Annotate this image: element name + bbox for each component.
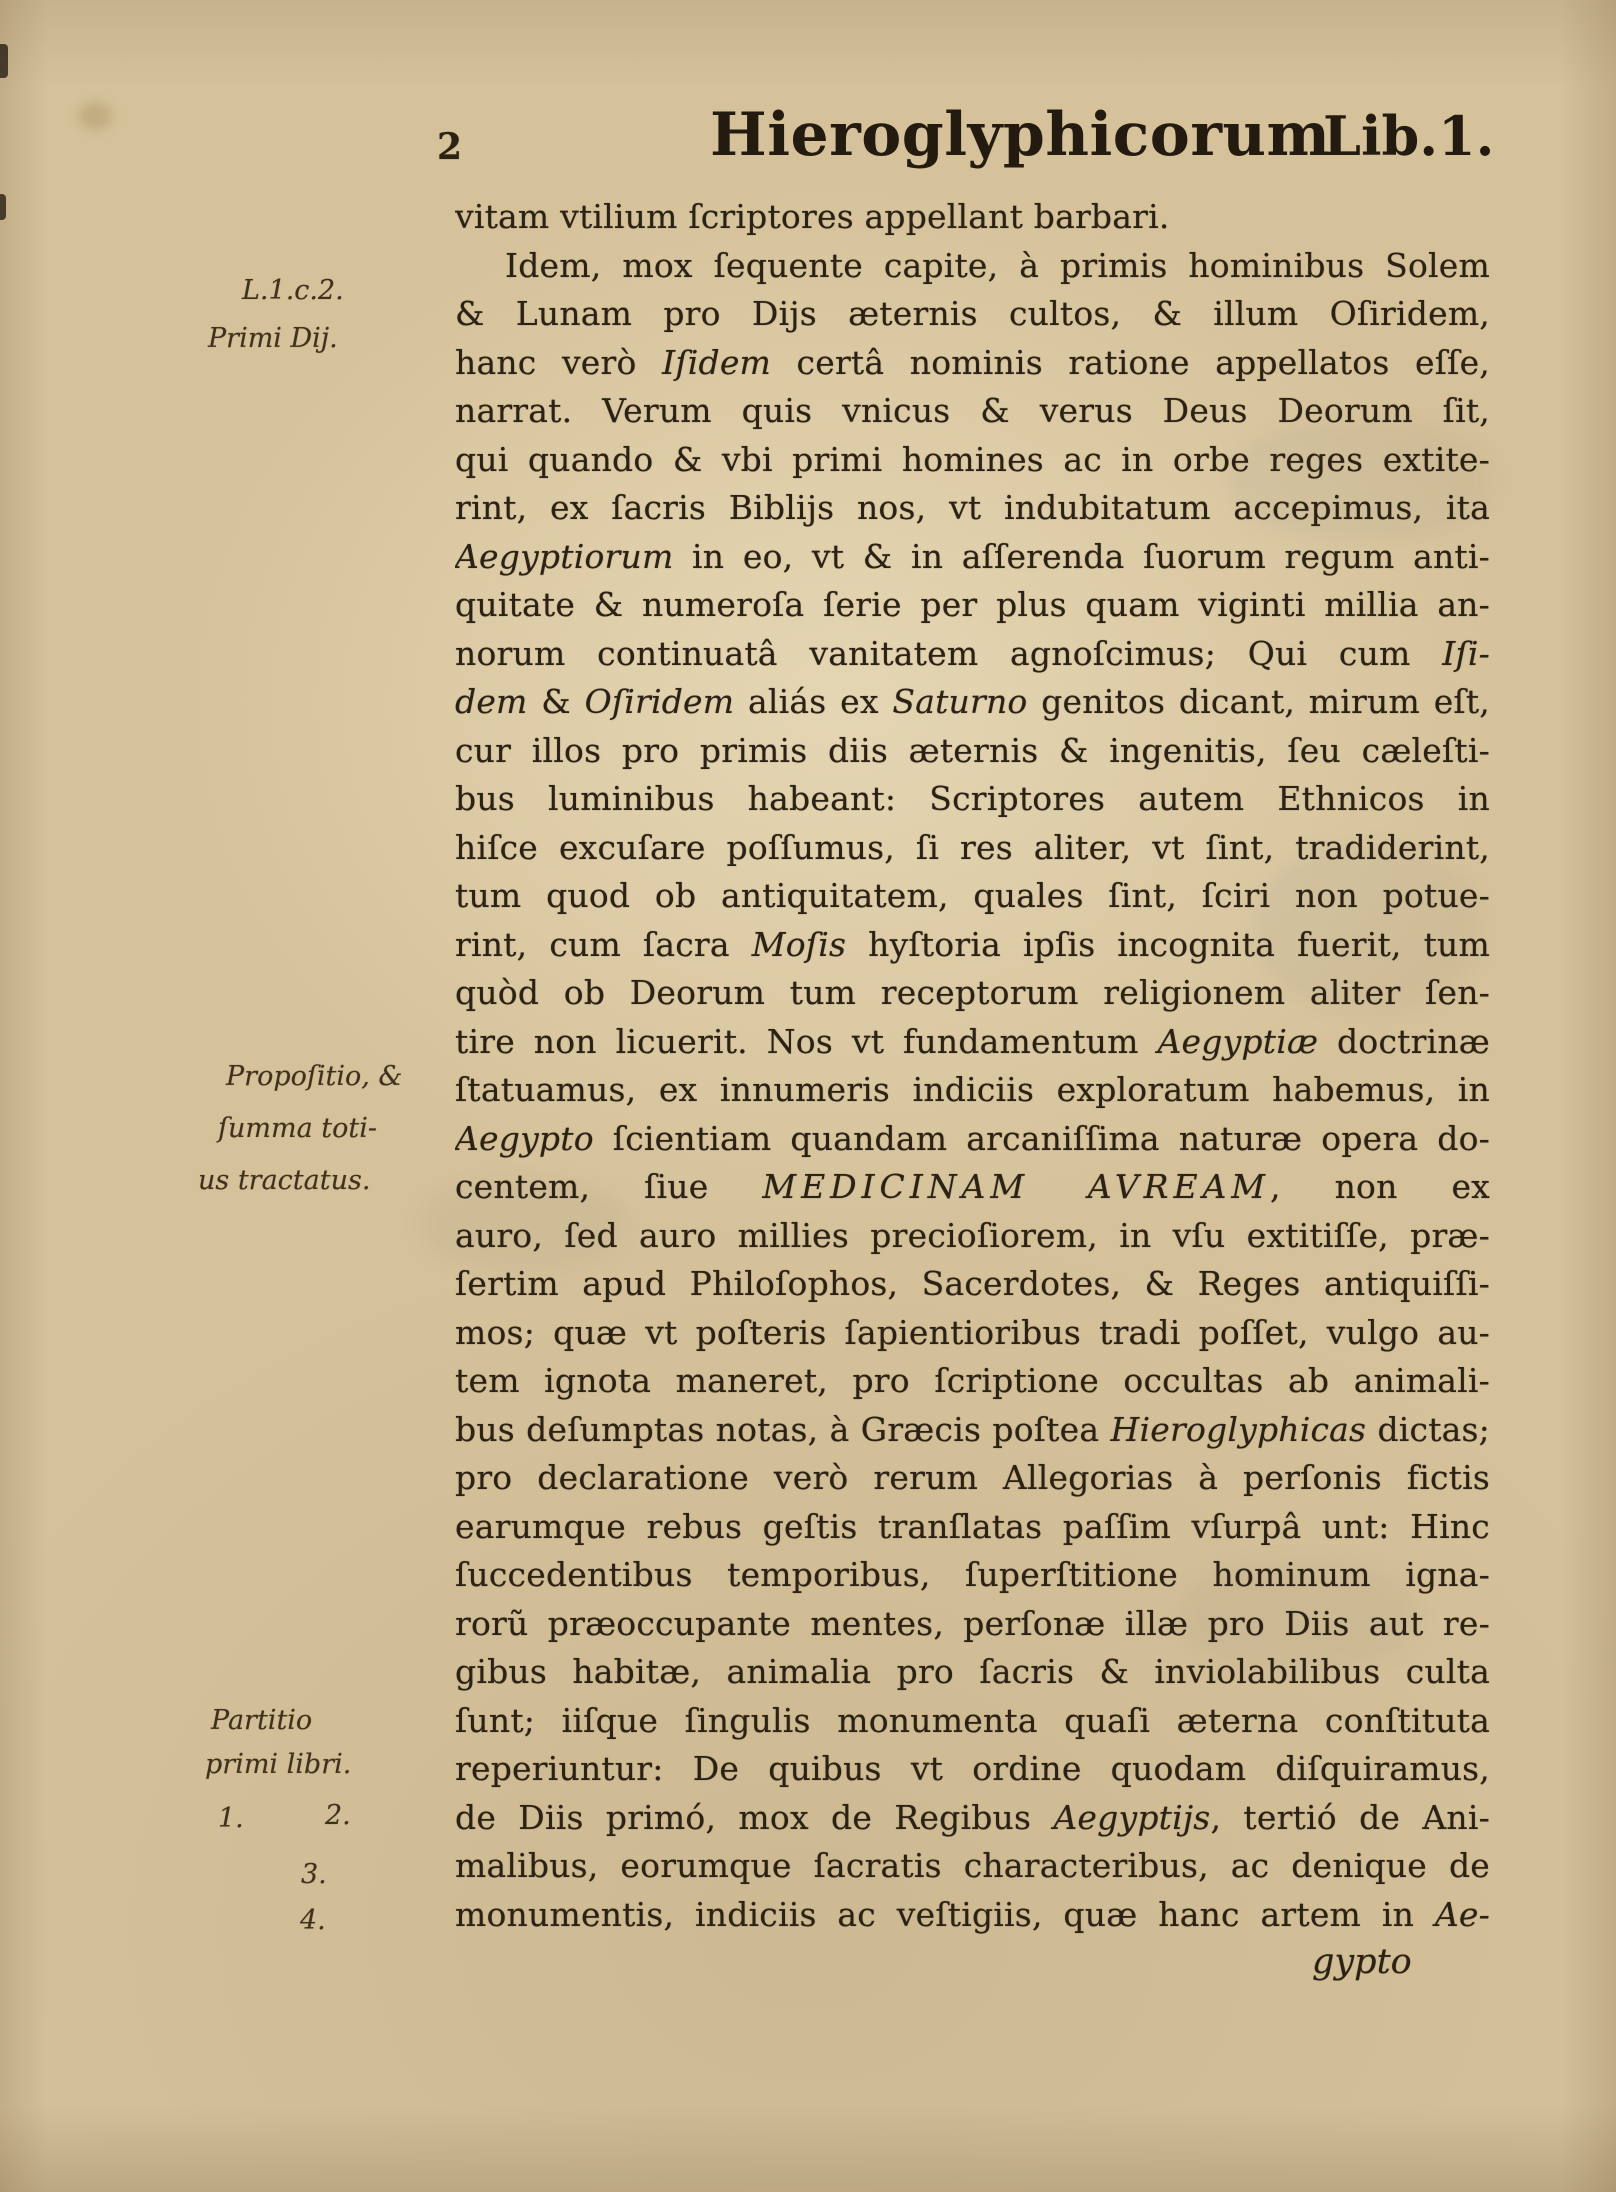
- margin-note: L.1.c.2.: [242, 275, 344, 306]
- body-text-segment: de Diis primó, mox de Regibus: [455, 1797, 1054, 1837]
- body-text-segment: cur illos pro primis diis æternis & ingenitis, ſeu cæleſti-: [455, 730, 1490, 770]
- italic-text: Hieroglyphicas: [1110, 1409, 1367, 1449]
- italic-text: Ae-: [1434, 1894, 1490, 1934]
- body-line: [455, 1212, 1490, 1261]
- body-text-segment: &: [527, 682, 585, 721]
- margin-note: Partitio: [211, 1705, 313, 1736]
- body-text-segment: quitate & numeroſa ſerie per plus quam viginti millia an-: [455, 585, 1490, 624]
- body-line: [455, 1794, 1490, 1843]
- italic-text: Saturno: [892, 682, 1028, 721]
- body-text-segment: qui quando & vbi primi homines ac in orbe reges extite-: [455, 439, 1490, 479]
- body-text-segment: doctrinæ: [1318, 1021, 1490, 1061]
- margin-note: Propoſitio, &: [226, 1061, 403, 1092]
- margin-note: 2.: [325, 1800, 351, 1831]
- body-line: [455, 1454, 1490, 1503]
- italic-text: Aegypto: [455, 1118, 594, 1158]
- body-text-segment: rint, ex ſacris Biblijs nos, vt indubitatum accepimus, ita: [455, 488, 1490, 527]
- body-line: [455, 1406, 1490, 1455]
- body-text-segment: quòd ob Deorum tum receptorum religionem aliter ſen-: [455, 973, 1490, 1012]
- margin-note: ſumma toti-: [218, 1113, 377, 1144]
- body-line: [455, 290, 1490, 339]
- body-line: [455, 1309, 1490, 1358]
- body-line: [455, 193, 1490, 242]
- body-text-segment: ſertim apud Philoſophos, Sacerdotes, & Reges antiquiſſi-: [455, 1264, 1490, 1303]
- body-text-segment: ſuccedentibus temporibus, ſuperſtitione hominum igna-: [455, 1555, 1490, 1594]
- body-text-segment: pro declaratione verò rerum Allegorias à perſonis fictis: [455, 1458, 1490, 1497]
- body-line: [455, 727, 1490, 776]
- body-text-segment: ſcientiam quandam arcaniſſima naturæ opera do-: [593, 1118, 1490, 1158]
- body-text-segment: hanc verò: [455, 342, 663, 382]
- body-line: [455, 1891, 1490, 1940]
- italic-text: Oſiridem: [584, 682, 735, 721]
- body-text-segment: norum continuatâ vanitatem agnoſcimus; Qui cum: [455, 633, 1443, 673]
- body-line: [455, 1357, 1490, 1406]
- body-text-segment: dictas;: [1366, 1409, 1490, 1449]
- body-line: [455, 969, 1490, 1018]
- body-line: [455, 1503, 1490, 1552]
- body-line: [455, 1600, 1490, 1649]
- body-line: [455, 1163, 1490, 1212]
- italic-text: dem: [455, 682, 528, 721]
- body-line: [455, 1018, 1490, 1067]
- body-line: [455, 1066, 1490, 1115]
- body-text-segment: bus deſumptas notas, à Græcis poſtea: [455, 1409, 1111, 1449]
- body-line: [455, 1842, 1490, 1891]
- body-line: [455, 775, 1490, 824]
- margin-note: 4.: [300, 1905, 326, 1936]
- body-line: [455, 824, 1490, 873]
- italic-text: Aegyptiæ: [1157, 1021, 1319, 1061]
- body-text-segment: in eo, vt & in aſſerenda ſuorum regum anti-: [673, 536, 1490, 576]
- body-text-segment: tem ignota maneret, pro ſcriptione occultas ab animali-: [455, 1361, 1490, 1400]
- body-text-segment: gibus habitæ, animalia pro ſacris & inviolabilibus culta: [455, 1652, 1490, 1691]
- body-text-segment: tum quod ob antiquitatem, quales ſint, ſciri non potue-: [455, 876, 1490, 915]
- body-line: [455, 533, 1490, 582]
- margin-note: 1.: [218, 1803, 244, 1834]
- body-text-segment: ſunt; iiſque ſingulis monumenta quaſi æterna conſtituta: [455, 1700, 1490, 1740]
- body-text-segment: mos; quæ vt poſteris ſapientioribus tradi poſſet, vulgo au-: [455, 1312, 1490, 1352]
- body-text-segment: , non ex: [1270, 1167, 1490, 1206]
- body-line: [455, 339, 1490, 388]
- body-line: [455, 872, 1490, 921]
- body-text-segment: ſtatuamus, ex innumeris indiciis exploratum habemus, in: [455, 1070, 1490, 1109]
- body-line: [455, 1260, 1490, 1309]
- body-line: [455, 1697, 1490, 1746]
- body-text-segment: genitos dicant, mirum eſt,: [1027, 682, 1490, 721]
- body-line: [455, 436, 1490, 485]
- body-text-segment: vitam vtilium ſcriptores appellant barbari.: [455, 197, 1170, 236]
- margin-note: primi libri.: [205, 1749, 352, 1780]
- body-text-segment: rint, cum ſacra: [455, 924, 752, 964]
- body-line: [455, 921, 1490, 970]
- body-text-segment: & Lunam pro Dijs æternis cultos, & illum Oſiridem,: [455, 294, 1490, 333]
- body-line: [455, 387, 1490, 436]
- body-text-segment: certâ nominis ratione appellatos eſſe,: [771, 342, 1490, 382]
- body-text-segment: narrat. Verum quis vnicus & verus Deus Deorum ſit,: [455, 391, 1490, 430]
- catchword: gypto: [1312, 1942, 1412, 1982]
- page-edge-mark: [0, 194, 6, 220]
- italic-text: Iſi-: [1442, 633, 1490, 673]
- margin-note: Primi Dij.: [208, 323, 338, 354]
- body-text-segment: aliás ex: [734, 682, 893, 721]
- body-text-segment: tire non licuerit. Nos vt fundamentum: [455, 1021, 1158, 1061]
- body-text-segment: auro, ſed auro millies precioſiorem, in vſu extitiſſe, præ-: [455, 1215, 1490, 1255]
- body-text-segment: , tertió de Ani-: [1210, 1797, 1490, 1837]
- body-text-segment: earumque rebus geſtis tranſlatas paſſim vſurpâ unt: Hinc: [455, 1506, 1490, 1546]
- body-line: [455, 1551, 1490, 1600]
- page-edge-mark: [0, 44, 8, 78]
- body-text-segment: hyſtoria ipſis incognita fuerit, tum: [846, 924, 1490, 964]
- body-line: [455, 484, 1490, 533]
- body-line: [455, 242, 1490, 291]
- italic-text: Aegyptijs: [1053, 1797, 1211, 1837]
- body-line: [455, 1115, 1490, 1164]
- body-text-segment: centem, ſiue: [455, 1167, 763, 1206]
- margin-note: us tractatus.: [198, 1165, 371, 1196]
- italic-text: Iſidem: [662, 342, 772, 382]
- page-number: 2: [437, 126, 463, 168]
- paper-stain: [78, 102, 112, 130]
- body-text-segment: monumentis, indiciis ac veſtigiis, quæ hanc artem in: [455, 1894, 1435, 1934]
- body-text-segment: Idem, mox ſequente capite, à primis hominibus Solem: [505, 245, 1490, 285]
- running-title: Hieroglyphicorum: [710, 100, 1331, 170]
- italic-text: Moſis: [751, 924, 847, 964]
- book-number-label: Lib.1.: [1323, 104, 1495, 168]
- body-line: [455, 630, 1490, 679]
- body-text-segment: reperiuntur: De quibus vt ordine quodam diſquiramus,: [455, 1749, 1490, 1788]
- body-text: [455, 193, 1490, 1939]
- body-text-segment: rorũ præoccupante mentes, perſonæ illæ pro Diis aut re-: [455, 1603, 1490, 1643]
- body-line: [455, 678, 1490, 727]
- spaced-caps-text: MEDICINAM AVREAM: [762, 1167, 1270, 1206]
- body-line: [455, 1648, 1490, 1697]
- margin-note: 3.: [301, 1859, 327, 1890]
- body-line: [455, 1745, 1490, 1794]
- body-text-segment: hiſce excuſare poſſumus, ſi res aliter, vt ſint, tradiderint,: [455, 827, 1490, 867]
- italic-text: Aegyptiorum: [455, 536, 674, 576]
- body-text-segment: bus luminibus habeant: Scriptores autem Ethnicos in: [455, 779, 1490, 818]
- body-line: [455, 581, 1490, 630]
- body-text-segment: malibus, eorumque ſacratis characteribus, ac denique de: [455, 1846, 1490, 1885]
